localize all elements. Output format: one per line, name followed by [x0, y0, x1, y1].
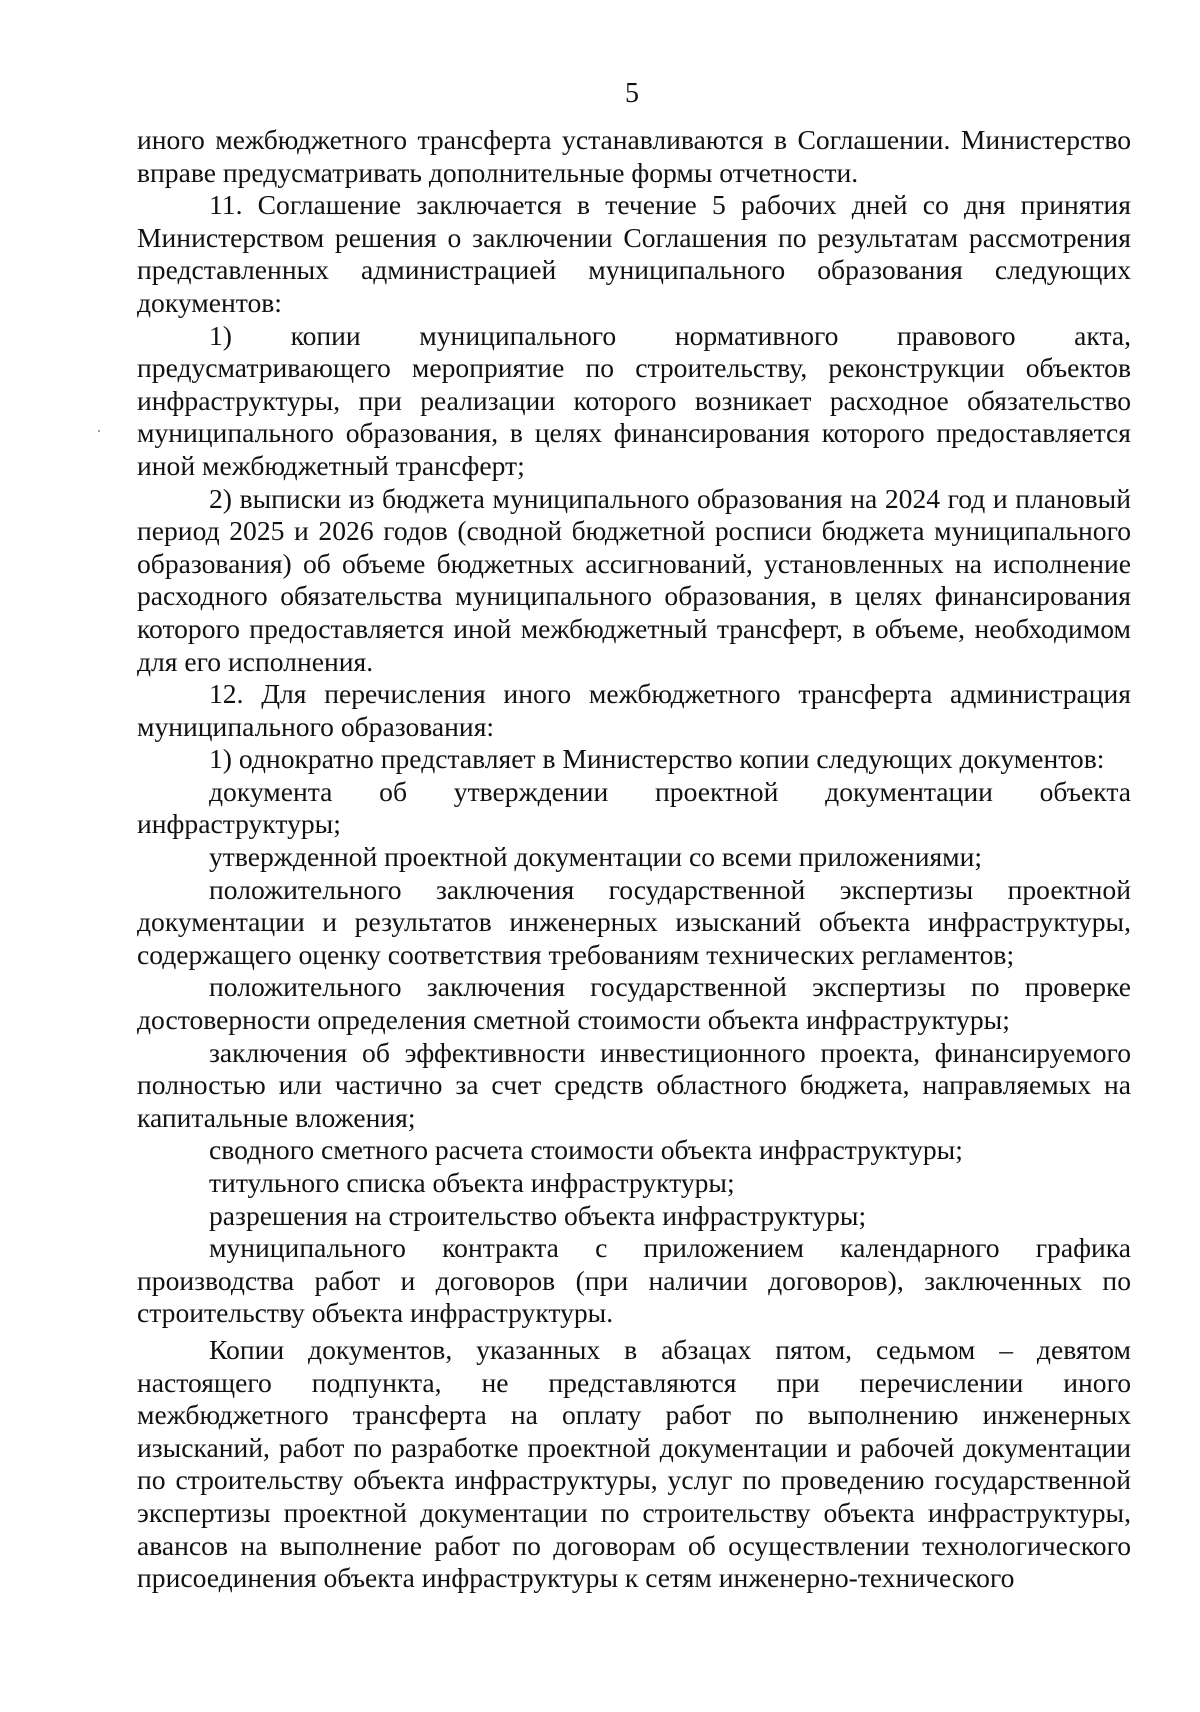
list-item-estimate: сводного сметного расчета стоимости объекта инфраструктуры; — [209, 1134, 963, 1166]
margin-speck — [98, 430, 100, 432]
list-item-cost-expertise: положительного заключения государственной экспертизы по проверке достоверности определения сметной стоимости объекта инфраструктуры; — [137, 971, 1131, 1036]
list-item-project-documentation: утвержденной проектной документации со всеми приложениями; — [209, 841, 983, 873]
paragraph-subitem-2: 2) выписки из бюджета муниципального образования на 2024 год и плановый период 2025 и 2026 годов (сводной бюджетной росписи бюджета муниципального образования) об объеме бюджетных ассигнований, установленных на исполнение расходного обязательства муниципального образования, в целях финансирования которого предоставляется иной межбюджетный трансферт, в объеме, необходимом для его исполнения. — [137, 482, 1131, 677]
document-body — [137, 124, 1131, 1595]
paragraph-item-11: 11. Соглашение заключается в течение 5 рабочих дней со дня принятия Министерством решения о заключении Соглашения по результатам рассмотрения представленных администрацией муниципального образования следующих документов: — [137, 189, 1131, 318]
list-item-approval-document: документа об утверждении проектной документации объекта инфраструктуры; — [137, 775, 1131, 840]
list-item-municipal-contract: муниципального контракта с приложением календарного графика производства работ и договоров (при наличии договоров), заключенных по строительству объекта инфраструктуры. — [137, 1232, 1131, 1329]
list-item-title-list: титульного списка объекта инфраструктуры; — [209, 1167, 735, 1198]
page-number: 5 — [625, 78, 639, 109]
paragraph-continuation: иного межбюджетного трансферта устанавливаются в Соглашении. Министерство вправе предусматривать дополнительные формы отчетности. — [137, 124, 1131, 188]
list-item-expertise-conclusion: положительного заключения государственной экспертизы проектной документации и результатов инженерных изысканий объекта инфраструктуры, содержащего оценку соответствия требованиям технических регламентов; — [137, 873, 1131, 970]
paragraph-item-12: 12. Для перечисления иного межбюджетного трансферта администрация муниципального образования: — [137, 678, 1131, 742]
paragraph-copies-note: Копии документов, указанных в абзацах пятом, седьмом – девятом настоящего подпункта, не представляются при перечислении иного межбюджетного трансферта на оплату работ по выполнению инженерных изысканий, работ по разработке проектной документации и рабочей документации по строительству объекта инфраструктуры, услуг по проведению государственной экспертизы проектной документации по строительству объекта инфраструктуры, авансов на выполнение работ по договорам об осуществлении технологического присоединения объекта инфраструктуры к сетям инженерно-технического — [137, 1333, 1131, 1594]
list-item-efficiency-conclusion: заключения об эффективности инвестиционного проекта, финансируемого полностью или частично за счет средств областного бюджета, направляемых на капитальные вложения; — [137, 1036, 1131, 1133]
paragraph-subitem-1: 1) копии муниципального нормативного правового акта, предусматривающего мероприятие по строительству, реконструкции объектов инфраструктуры, при реализации которого возникает расходное обязательство муниципального образования, в целях финансирования которого предоставляется иной межбюджетный трансферт; — [137, 319, 1131, 481]
paragraph-item-12-subitem-1: 1) однократно представляет в Министерство копии следующих документов: — [209, 743, 1105, 775]
list-item-building-permit: разрешения на строительство объекта инфраструктуры; — [209, 1199, 867, 1231]
